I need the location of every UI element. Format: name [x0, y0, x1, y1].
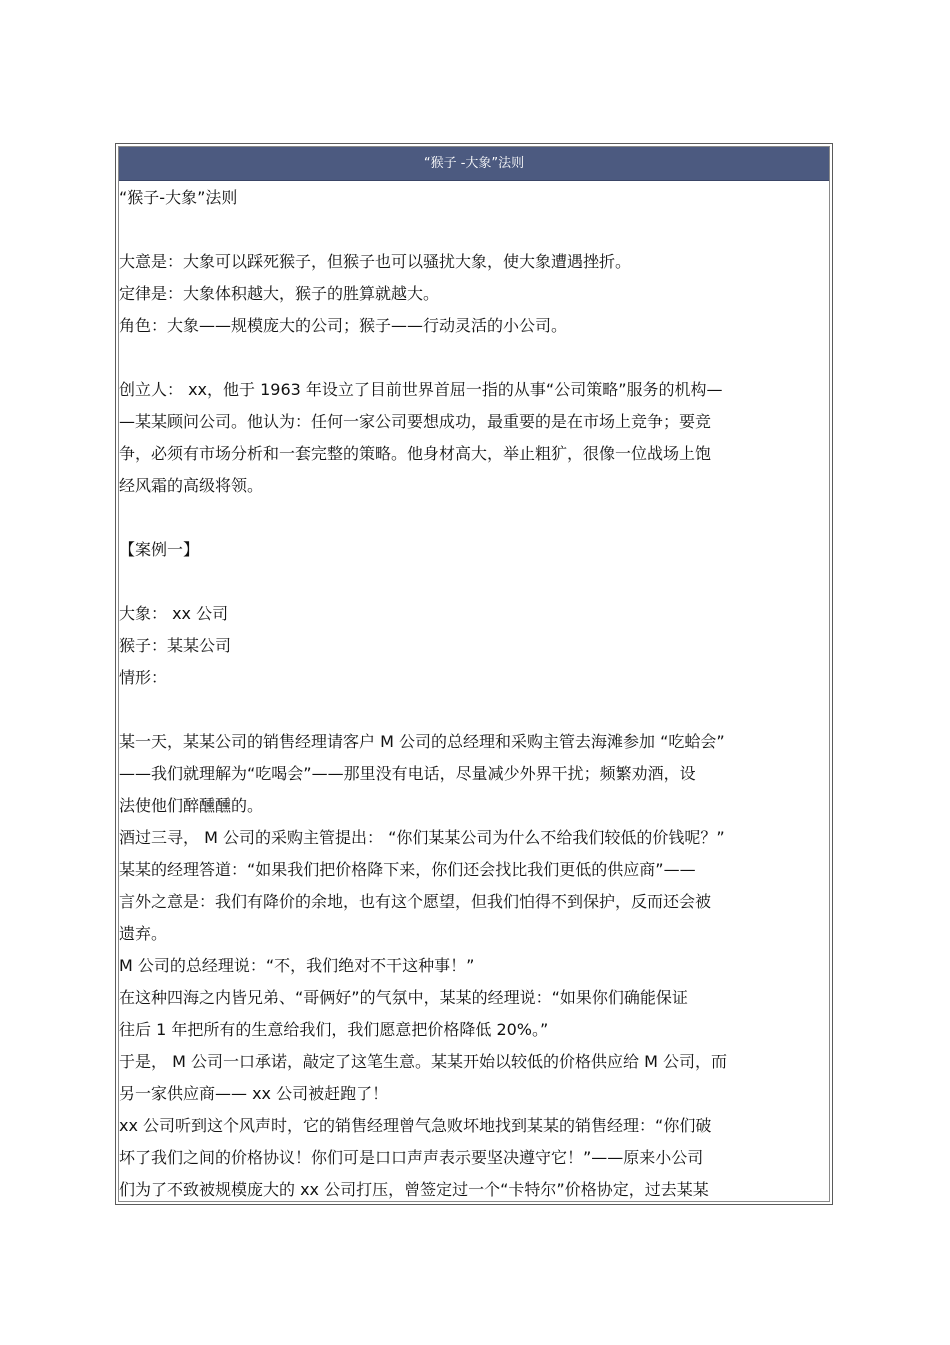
- text-line: 创立人： xx，他于 1963 年设立了目前世界首屈一指的从事“公司策略”服务的机构—: [119, 380, 723, 399]
- text-line: M 公司的总经理说：“不，我们绝对不干这种事！”: [119, 956, 475, 975]
- text-line: 言外之意是：我们有降价的余地，也有这个愿望，但我们怕得不到保护，反而还会被: [119, 892, 712, 911]
- document-table: [118, 146, 830, 1202]
- text-line: 酒过三寻， M 公司的采购主管提出： “你们某某公司为什么不给我们较低的价钱呢？”: [119, 828, 725, 847]
- text-line: ——我们就理解为“吃喝会”——那里没有电话，尽量减少外界干扰；频繁劝酒，设: [119, 764, 696, 783]
- text-line: 遗弃。: [119, 924, 168, 943]
- text-line: 定律是：大象体积越大，猴子的胜算就越大。: [119, 284, 440, 303]
- text-line: 大象： xx 公司: [119, 604, 229, 623]
- text-line: 法使他们醉醺醺的。: [119, 796, 264, 815]
- document-frame: [115, 143, 833, 1205]
- text-line: 情形：: [119, 668, 168, 687]
- text-line: 猴子：某某公司: [119, 636, 232, 655]
- text-line: 们为了不致被规模庞大的 xx 公司打压，曾签定过一个“卡特尔”价格协定，过去某某: [119, 1180, 709, 1199]
- text-line: —某某顾问公司。他认为：任何一家公司要想成功，最重要的是在市场上竞争；要竞: [119, 412, 712, 431]
- text-line: 某一天，某某公司的销售经理请客户 M 公司的总经理和采购主管去海滩参加 “吃蛤会”: [119, 732, 725, 751]
- text-line: 【案例一】: [119, 540, 200, 559]
- text-line: 于是， M 公司一口承诺，敲定了这笔生意。某某开始以较低的价格供应给 M 公司，而: [119, 1052, 727, 1071]
- text-line: 角色：大象——规模庞大的公司；猴子——行动灵活的小公司。: [119, 316, 568, 335]
- text-line: 争，必须有市场分析和一套完整的策略。他身材高大，举止粗犷，很像一位战场上饱: [119, 444, 712, 463]
- table-header: “猴子 -大象”法则: [119, 147, 829, 181]
- text-line: 在这种四海之内皆兄弟、“哥俩好”的气氛中，某某的经理说：“如果你们确能保证: [119, 988, 688, 1007]
- text-line: 大意是：大象可以踩死猴子，但猴子也可以骚扰大象，使大象遭遇挫折。: [119, 252, 632, 271]
- text-line: 某某的经理答道：“如果我们把价格降下来，你们还会找比我们更低的供应商”——: [119, 860, 696, 879]
- text-line: 坏了我们之间的价格协议！你们可是口口声声表示要坚决遵守它！”——原来小公司: [119, 1148, 704, 1167]
- text-line: 另一家供应商—— xx 公司被赶跑了！: [119, 1084, 389, 1103]
- text-line: “猴子-大象”法则: [119, 188, 238, 207]
- text-line: xx 公司听到这个风声时，它的销售经理曾气急败坏地找到某某的销售经理：“你们破: [119, 1116, 712, 1135]
- text-line: 经风霜的高级将领。: [119, 476, 264, 495]
- text-line: 往后 1 年把所有的生意给我们，我们愿意把价格降低 20%。”: [119, 1020, 549, 1039]
